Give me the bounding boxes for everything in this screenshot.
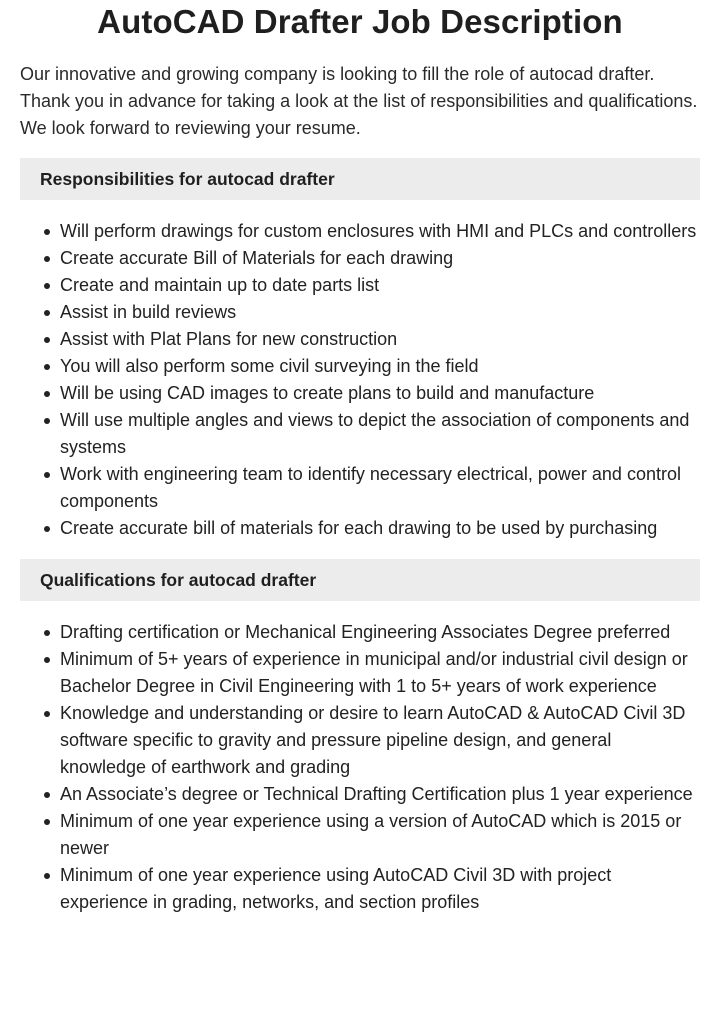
list-item: Create accurate Bill of Materials for each drawing [60,245,700,272]
list-item: You will also perform some civil surveying in the field [60,353,700,380]
responsibilities-heading: Responsibilities for autocad drafter [20,158,700,200]
list-item: Will be using CAD images to create plans to build and manufacture [60,380,700,407]
list-item: Assist in build reviews [60,299,700,326]
list-item: An Associate’s degree or Technical Drafting Certification plus 1 year experience [60,781,700,808]
responsibilities-list [20,218,700,542]
list-item: Create accurate bill of materials for each drawing to be used by purchasing [60,515,700,542]
list-item: Drafting certification or Mechanical Engineering Associates Degree preferred [60,619,700,646]
intro-paragraph: Our innovative and growing company is looking to fill the role of autocad drafter. Thank you in advance for taking a look at the list of responsibilities and qualifications. We look forward to reviewing your resume. [20,64,698,138]
list-item: Knowledge and understanding or desire to learn AutoCAD & AutoCAD Civil 3D software specific to gravity and pressure pipeline design, and general knowledge of earthwork and grading [60,700,700,781]
list-item: Minimum of one year experience using a version of AutoCAD which is 2015 or newer [60,808,700,862]
list-item: Work with engineering team to identify necessary electrical, power and control components [60,461,700,515]
list-item: Create and maintain up to date parts list [60,272,700,299]
page-title: AutoCAD Drafter Job Description [97,3,623,40]
qualifications-list [20,619,700,916]
list-item: Will use multiple angles and views to depict the association of components and systems [60,407,700,461]
list-item: Will perform drawings for custom enclosures with HMI and PLCs and controllers [60,218,700,245]
list-item: Minimum of 5+ years of experience in municipal and/or industrial civil design or Bachelor Degree in Civil Engineering with 1 to 5+ years of work experience [60,646,700,700]
list-item: Assist with Plat Plans for new construction [60,326,700,353]
list-item: Minimum of one year experience using AutoCAD Civil 3D with project experience in grading, networks, and section profiles [60,862,700,916]
qualifications-heading: Qualifications for autocad drafter [20,559,700,601]
